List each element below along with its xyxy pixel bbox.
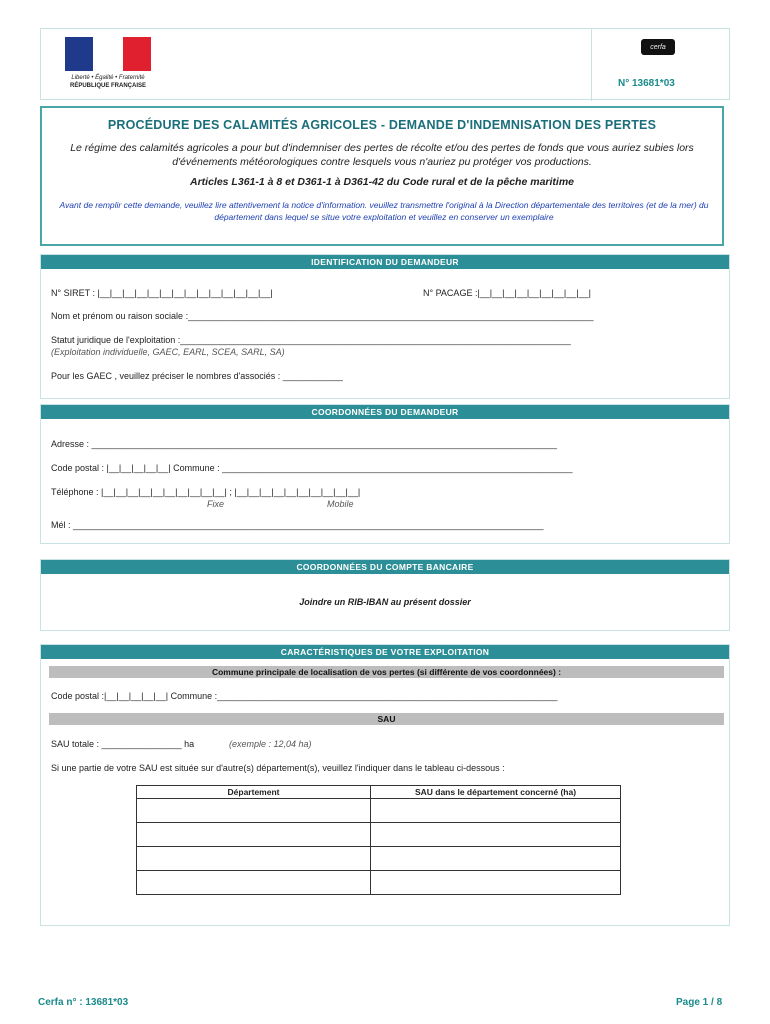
table-cell[interactable] bbox=[371, 871, 621, 895]
footer-page-number: Page 1 / 8 bbox=[676, 997, 723, 1008]
telephone-field[interactable]: Téléphone : |__|__|__|__|__|__|__|__|__|__| ; |__|__|__|__|__|__|__|__|__|__| bbox=[51, 487, 361, 497]
table-cell[interactable] bbox=[371, 823, 621, 847]
sau-totale-field[interactable]: SAU totale : ________________ ha bbox=[51, 739, 195, 749]
marianne-logo bbox=[63, 37, 153, 93]
tricolor-flag-icon bbox=[65, 37, 151, 71]
rib-instruction: Joindre un RIB-IBAN au présent dossier bbox=[299, 597, 471, 607]
exploitation-code-postal-field[interactable]: Code postal :|__|__|__|__|__| Commune :____________________________________________________________________ bbox=[51, 691, 558, 701]
section-exploitation bbox=[40, 644, 730, 926]
table-row bbox=[137, 847, 621, 871]
siret-field[interactable]: N° SIRET : |__|__|__|__|__|__|__|__|__|__|__|__|__|__| bbox=[51, 288, 273, 298]
pacage-field[interactable]: N° PACAGE :|__|__|__|__|__|__|__|__|__| bbox=[423, 288, 591, 298]
articles-reference: Articles L361-1 à 8 et D361-1 à D361-42 du Code rural et de la pêche maritime bbox=[190, 176, 574, 188]
section-heading: COORDONNÉES DU DEMANDEUR bbox=[41, 405, 729, 419]
table-header-departement: Département bbox=[137, 786, 371, 799]
header-box bbox=[40, 28, 730, 100]
section-heading: COORDONNÉES DU COMPTE BANCAIRE bbox=[41, 560, 729, 574]
sau-example: (exemple : 12,04 ha) bbox=[229, 739, 312, 749]
statut-hint: (Exploitation individuelle, GAEC, EARL, SCEA, SARL, SA) bbox=[51, 347, 285, 357]
table-cell[interactable] bbox=[371, 847, 621, 871]
table-cell[interactable] bbox=[137, 847, 371, 871]
intro-text: Le régime des calamités agricoles a pour but d'indemniser des pertes de récolte et/ou des pertes de fonds que vous auriez subies lors d'événements météorologiques contre lesquels vous n'auriez pu protéger vos productions. bbox=[70, 142, 694, 168]
title-box bbox=[40, 106, 724, 246]
fixe-label: Fixe bbox=[207, 499, 225, 509]
name-field[interactable]: Nom et prénom ou raison sociale :_________________________________________________________________________________ bbox=[51, 311, 594, 321]
sau-subheading: SAU bbox=[49, 713, 724, 725]
footer-cerfa-number: Cerfa n° : 13681*03 bbox=[38, 997, 129, 1008]
table-row bbox=[137, 871, 621, 895]
logo-republic: RÉPUBLIQUE FRANÇAISE bbox=[69, 83, 146, 89]
form-number: N° 13681*03 bbox=[618, 78, 675, 89]
table-cell[interactable] bbox=[371, 799, 621, 823]
mobile-label: Mobile bbox=[327, 499, 354, 509]
table-header-sau: SAU dans le département concerné (ha) bbox=[371, 786, 621, 799]
code-postal-field[interactable]: Code postal : |__|__|__|__|__| Commune : ______________________________________________________________________ bbox=[51, 463, 573, 473]
section-coordonnees bbox=[40, 404, 730, 544]
page-title: PROCÉDURE DES CALAMITÉS AGRICOLES - DEMANDE D'INDEMNISATION DES PERTES bbox=[107, 118, 657, 132]
departement-table bbox=[136, 785, 621, 895]
section-identification bbox=[40, 254, 730, 399]
section-heading: CARACTÉRISTIQUES DE VOTRE EXPLOITATION bbox=[41, 645, 729, 659]
cerfa-badge: cerfa bbox=[641, 39, 675, 55]
table-cell[interactable] bbox=[137, 871, 371, 895]
table-cell[interactable] bbox=[137, 799, 371, 823]
gaec-associes-field[interactable]: Pour les GAEC , veuillez préciser le nombres d'associés : ____________ bbox=[51, 371, 343, 381]
logo-motto: Liberté • Égalité • Fraternité bbox=[71, 75, 145, 81]
table-row bbox=[137, 799, 621, 823]
sau-question: Si une partie de votre SAU est située sur d'autre(s) département(s), veuillez l'indiquer dans le tableau ci-dessous : bbox=[51, 763, 505, 773]
notice-text: Avant de remplir cette demande, veuillez lire attentivement la notice d'information. veuillez transmettre l'original à la Direction départementale des territoires (et de la mer) du département dans lequel se situe votre exploitation et veuillez en conserver un exemplaire bbox=[59, 200, 709, 222]
statut-field[interactable]: Statut juridique de l'exploitation :______________________________________________________________________________ bbox=[51, 335, 571, 345]
table-cell[interactable] bbox=[137, 823, 371, 847]
section-compte-bancaire bbox=[40, 559, 730, 631]
mel-field[interactable]: Mél : ______________________________________________________________________________________________ bbox=[51, 520, 544, 530]
section-heading: IDENTIFICATION DU DEMANDEUR bbox=[41, 255, 729, 269]
table-row bbox=[137, 823, 621, 847]
commune-subheading: Commune principale de localisation de vos pertes (si différente de vos coordonnées) : bbox=[49, 666, 724, 678]
header-divider bbox=[591, 29, 592, 101]
table-header-row bbox=[137, 786, 621, 799]
adresse-field[interactable]: Adresse : _____________________________________________________________________________________________ bbox=[51, 439, 558, 449]
